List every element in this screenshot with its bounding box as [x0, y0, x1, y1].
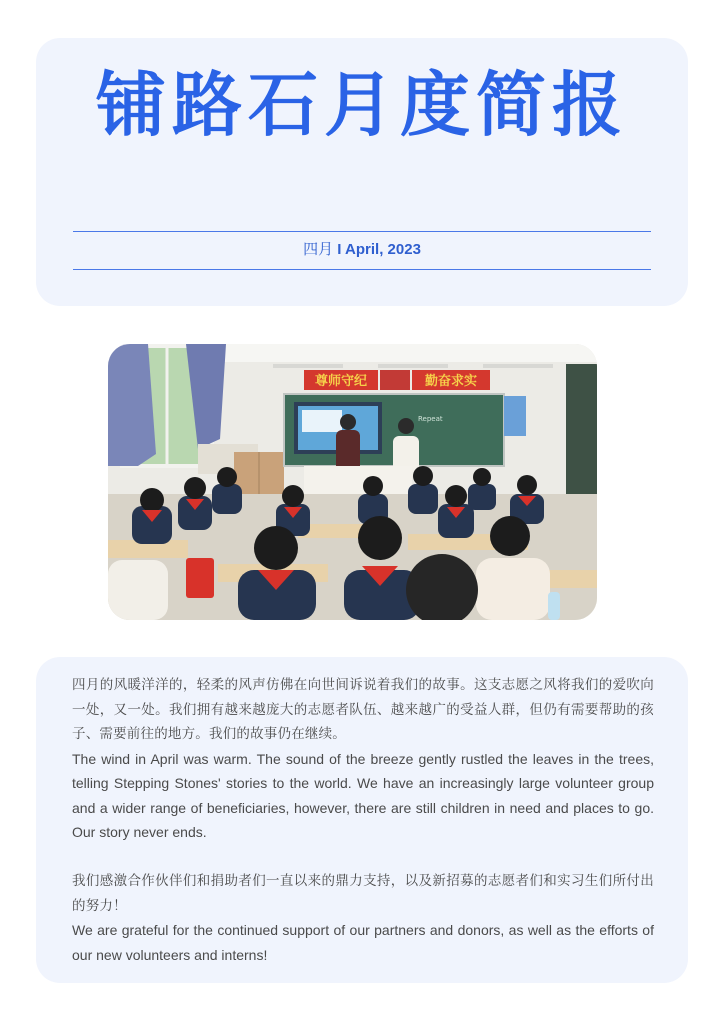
banner-left: 尊师守纪: [314, 374, 368, 389]
paragraph-thanks: [72, 869, 654, 967]
issue-date-separator: I: [333, 241, 346, 258]
issue-date-en: April, 2023: [345, 241, 421, 258]
classroom-photo: [108, 344, 597, 620]
paragraph-thanks-en: We are grateful for the continued support of our partners and donors, as well as the efforts of our new volunteers and interns!: [72, 922, 654, 963]
board-writing: Repeat: [418, 415, 443, 423]
paragraph-story-zh: 四月的风暖洋洋的，轻柔的风声仿佛在向世间诉说着我们的故事。这支志愿之风将我们的爱吹向一处，又一处。我们拥有越来越庞大的志愿者队伍、越来越广的受益人群，但仍有需要帮助的孩子、需要前往的地方。我们的故事仍在继续。: [72, 677, 654, 742]
issue-date-zh: 四月: [303, 240, 334, 258]
divider-top: [73, 231, 651, 232]
paragraph-story-en: The wind in April was warm. The sound of the breeze gently rustled the leaves in the trees, telling Stepping Stones' stories to the world. We have an increasingly large volunteer group and a wider range of beneficiaries, however, there are still children in need and places to go. Our story never ends.: [72, 750, 654, 840]
divider-bottom: [73, 269, 651, 270]
banner-right: 勤奋求实: [424, 374, 478, 389]
issue-date: [0, 239, 724, 260]
newsletter-title: 铺路石月度简报: [96, 64, 628, 146]
paragraph-thanks-zh: 我们感激合作伙伴们和捐助者们一直以来的鼎力支持，以及新招募的志愿者们和实习生们所付出的努力！: [72, 873, 654, 914]
classroom-illustration: [108, 344, 597, 620]
paragraph-story: [72, 673, 654, 845]
